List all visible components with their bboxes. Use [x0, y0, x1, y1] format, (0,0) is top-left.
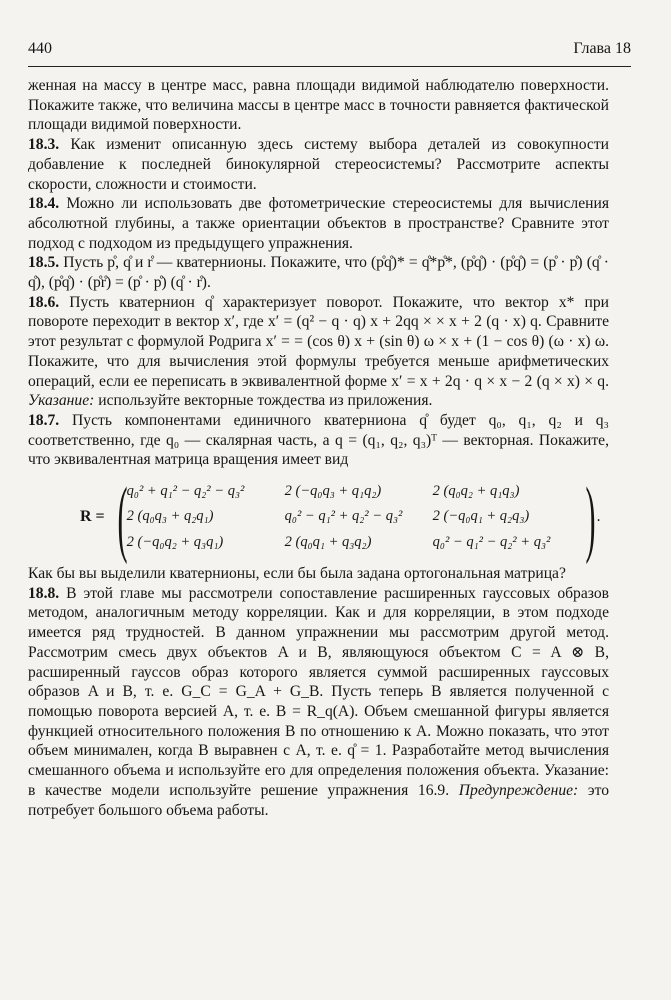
- exercise-18-8: [28, 584, 609, 820]
- chapter-title: Глава 18: [573, 40, 631, 57]
- exercise-number: 18.3.: [28, 136, 60, 154]
- matrix-cell: q₀² − q₁² − q₂² + q₃²: [432, 533, 551, 550]
- exercise-number: 18.6.: [28, 293, 60, 311]
- matrix-cell: 2 (−q₀q₁ + q₂q₃): [432, 508, 530, 525]
- warning-label: Предупреждение:: [458, 781, 579, 799]
- exercise-18-6: [28, 293, 609, 411]
- matrix-label: R =: [80, 508, 105, 526]
- exercise-18-7: [28, 411, 609, 470]
- matrix-end: .: [596, 508, 601, 526]
- exercise-text: Пусть кватернион q̊ характеризует поворот. Покажите, что вектор x* при повороте переходит в вектор x′, где x′ = (q² − q · q) x + 2qq × × x + 2 (q · x) q. Сравните этот результат с формулой Родрига x′ = = (cos θ) x + (sin θ) ω × x + (1 − cos θ) (ω · x) ω. Покажите, что для вычисления этой формулы требуется меньше арифметических операций, если ее переписать в эквивалентной форме x′ = x + 2q · q × x − 2 (q × x) × q.: [28, 293, 609, 390]
- matrix-cell: q₀² + q₁² − q₂² − q₃²: [126, 482, 245, 499]
- header-rule: [28, 66, 631, 67]
- exercise-text: Можно ли использовать две фотометрические стереосистемы для вычисления абсолютной глубины, а также ориентации объектов в пространстве? Сравните этот подход с подходом из предыдущего упражнения.: [28, 195, 609, 252]
- matrix-grid: [127, 482, 581, 553]
- matrix-cell: 2 (−q₀q₂ + q₃q₁): [126, 533, 224, 550]
- exercise-text: Пусть p̊, q̊ и r̊ — кватернионы. Покажите, что (p̊q̊)* = q̊*p̊*, (p̊q̊) · (p̊q̊) = (p̊ · p̊) (q̊ · q̊), (p̊q̊) · (p̊r̊) = (p̊ · p̊) (q̊ · r̊).: [28, 254, 609, 292]
- exercise-number: 18.7.: [28, 411, 60, 429]
- page-header: [28, 40, 631, 62]
- exercise-18-3: [28, 135, 609, 194]
- matrix-cell: q₀² − q₁² + q₂² − q₃²: [284, 508, 403, 525]
- exercise-text: Пусть компонентами единичного кватерниона q̊ будет q₀, q₁, q₂ и q₃ соответственно, где q₀ — скалярная часть, а q = (q₁, q₂, q₃)ᵀ — векторная. Покажите, что эквивалентная матрица вращения имеет вид: [28, 411, 609, 469]
- after-matrix-text: Как бы вы выделили кватернионы, если бы была задана ортогональная матрица?: [28, 565, 566, 583]
- warning-text: это потребует большого объема работы.: [28, 781, 609, 819]
- exercise-18-4: [28, 194, 609, 253]
- hint-label: Указание:: [28, 392, 95, 410]
- matrix-cell: 2 (−q₀q₃ + q₁q₂): [284, 482, 382, 499]
- page-number: 440: [28, 40, 52, 57]
- right-paren: ): [585, 469, 596, 566]
- exercise-number: 18.4.: [28, 195, 60, 213]
- matrix-cell: 2 (q₀q₃ + q₂q₁): [126, 508, 214, 525]
- left-paren: (: [117, 469, 128, 566]
- page-body: [28, 76, 609, 820]
- exercise-number: 18.5.: [28, 254, 60, 272]
- exercise-text: В этой главе мы рассмотрели сопоставление расширенных гауссовых образов методом, аналогичным методу корреляции. Как и для корреляции, в этом подходе имеется ряд трудностей. В данном упражнении мы рассмотрим другой метод. Рассмотрим смесь двух объектов A и B, являющуюся объектом C = A ⊗ B, расширенный гауссов образ которого является суммой расширенных гауссовых образов A и B, т. е. G_C = G_A + G_B. Пусть теперь B является полученной с помощью поворота версией A, т. е. B = R_q(A). Объем смешанной фигуры является функцией относительного положения B по отношению к A. Можно показать, что этот объем минимален, когда B выравнен с A, т. е. q̊ = 1. Разработайте метод вычисления смешанного объема и используйте его для определения положения объекта. Указание: в качестве модели используйте решение упражнения 16.9.: [28, 584, 609, 799]
- hint-text: используйте векторные тождества из приложения.: [94, 392, 433, 410]
- exercise-text: Как изменит описанную здесь систему выбора деталей из совокупности добавление к последней бинокулярной стереосистемы? Рассмотрите аспекты скорости, сложности и стоимости.: [28, 136, 609, 193]
- matrix-cell: 2 (q₀q₁ + q₃q₂): [284, 533, 372, 550]
- matrix-cell: 2 (q₀q₂ + q₁q₃): [432, 482, 520, 499]
- rotation-matrix: [80, 469, 609, 566]
- paragraph-continued: женная на массу в центре масс, равна площади видимой наблюдателю поверхности. Покажите также, что величина массы в центре масс в точности равняется фактической площади видимой поверхности.: [28, 77, 609, 134]
- exercise-number: 18.8.: [28, 584, 60, 602]
- exercise-18-5: [28, 253, 609, 292]
